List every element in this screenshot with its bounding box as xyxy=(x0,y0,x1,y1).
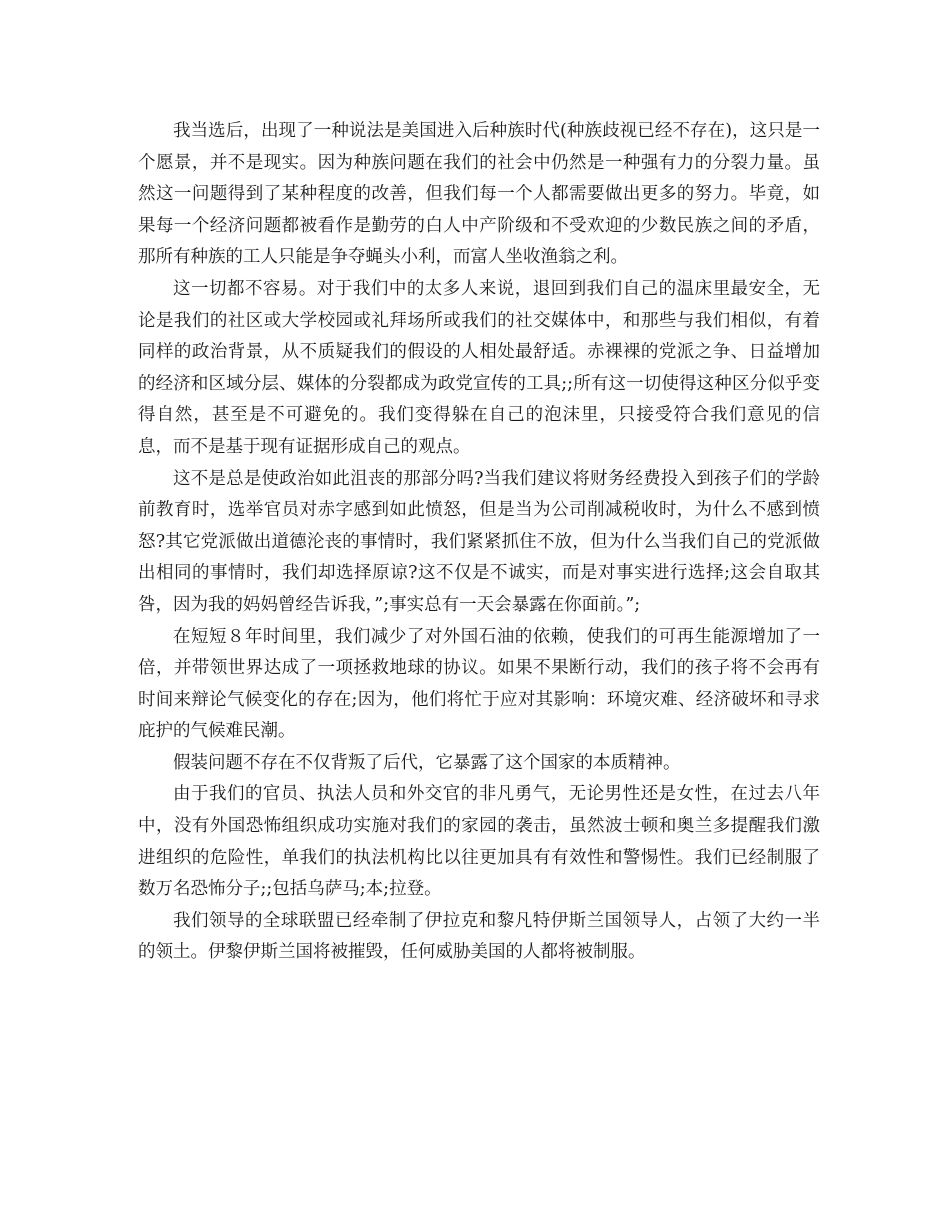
paragraph-6: 由于我们的官员、执法人员和外交官的非凡勇气，无论男性还是女性，在过去八年中，没有外国恐怖组织成功实施对我们的家园的袭击，虽然波士顿和奥兰多提醒我们激进组织的危险性，单我们的执法机构比以往更加具有有效性和警惕性。我们已经制服了数万名恐怖分子;;包括乌萨马;本;拉登。 xyxy=(138,784,820,900)
paragraph-3: 这不是总是使政治如此沮丧的那部分吗?当我们建议将财务经费投入到孩子们的学龄前教育时，选举官员对赤字感到如此愤怒，但是当为公司削减税收时，为什么不感到愤怒?其它党派做出道德沦丧的事情时，我们紧紧抓住不放，但为什么当我们自己的党派做出相同的事情时，我们却选择原谅?这不仅是不诚实，而是对事实进行选择;这会自取其咎，因为我的妈妈曾经告诉我，”;事实总有一天会暴露在你面前。”; xyxy=(138,468,820,615)
paragraph-4: 在短短８年时间里，我们减少了对外国石油的依赖，使我们的可再生能源增加了一倍，并带领世界达成了一项拯救地球的协议。如果不果断行动，我们的孩子将不会再有时间来辩论气候变化的存在;因为，他们将忙于应对其影响：环境灾难、经济破坏和寻求庇护的气候难民潮。 xyxy=(138,626,820,742)
paragraph-7: 我们领导的全球联盟已经牵制了伊拉克和黎凡特伊斯兰国领导人，占领了大约一半的领土。伊黎伊斯兰国将被摧毁，任何威胁美国的人都将被制服。 xyxy=(138,910,820,963)
paragraph-1: 我当选后，出现了一种说法是美国进入后种族时代(种族歧视已经不存在)，这只是一个愿景，并不是现实。因为种族问题在我们的社会中仍然是一种强有力的分裂力量。虽然这一问题得到了某种程度的改善，但我们每一个人都需要做出更多的努力。毕竟，如果每一个经济问题都被看作是勤劳的白人中产阶级和不受欢迎的少数民族之间的矛盾，那所有种族的工人只能是争夺蝇头小利，而富人坐收渔翁之利。 xyxy=(138,121,820,268)
paragraph-5: 假装问题不存在不仅背叛了后代，它暴露了这个国家的本质精神。 xyxy=(173,752,681,773)
paragraph-2: 这一切都不容易。对于我们中的太多人来说，退回到我们自己的温床里最安全，无论是我们的社区或大学校园或礼拜场所或我们的社交媒体中，和那些与我们相似，有着同样的政治背景，从不质疑我们的假设的人相处最舒适。赤裸裸的党派之争、日益增加的经济和区域分层、媒体的分裂都成为政党宣传的工具;;所有这一切使得这种区分似乎变得自然，甚至是不可避免的。我们变得躲在自己的泡沫里，只接受符合我们意见的信息，而不是基于现有证据形成自己的观点。 xyxy=(138,278,820,457)
document-body xyxy=(138,116,820,969)
